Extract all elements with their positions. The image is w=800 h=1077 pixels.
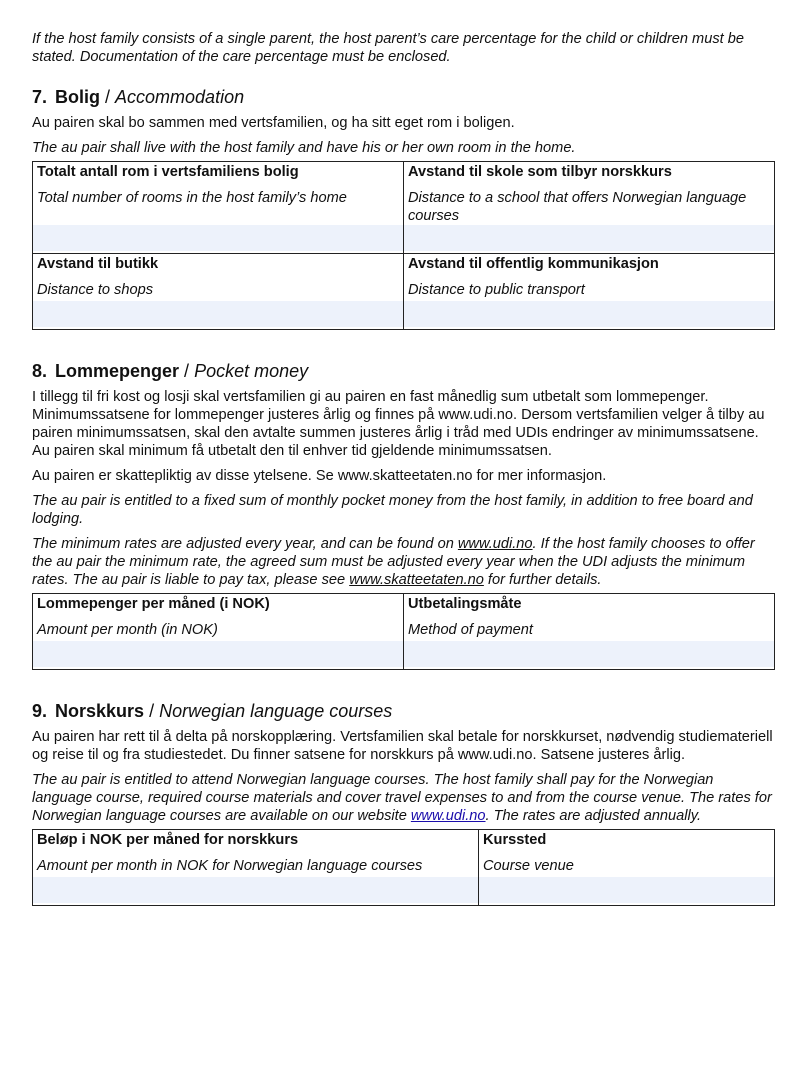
text-part: The minimum rates are adjusted every year, and can be found on <box>32 536 458 552</box>
amount-label: Lommepenger per måned (i NOK) <box>37 596 270 612</box>
course-amount-input[interactable] <box>33 877 478 903</box>
udi-link[interactable]: www.udi.no <box>410 808 486 824</box>
skatteetaten-link[interactable]: www.skatteetaten.no <box>349 572 484 588</box>
school-distance-input[interactable] <box>404 225 774 251</box>
text-part: for further details. <box>483 572 602 588</box>
rooms-input[interactable] <box>33 225 403 251</box>
section-title-no: Lommepenger <box>55 361 180 381</box>
course-venue-input[interactable] <box>479 877 774 903</box>
payment-method-label: Utbetalingsmåte <box>408 596 522 612</box>
shops-distance-cell <box>33 254 404 330</box>
course-venue-label: Kurssted <box>483 832 547 848</box>
amount-cell <box>33 594 404 670</box>
course-amount-label-en: Amount per month in NOK for Norwegian language courses <box>37 858 423 874</box>
text-part: The au pair is entitled to attend Norwegian language courses. The host family shall pay for the Norwegian language course, required course materials and cover travel expenses to and from the course venue. The rates for Norwegian language courses are available on our website <box>32 772 772 824</box>
title-separator: / <box>179 361 195 381</box>
text-part: . If the host family chooses to offer the au pair the minimum rate, the agreed sum must be adjusted every year when the UDI adjusts the minimum rates. The au pair is liable to pay tax, please see <box>32 536 755 588</box>
title-separator: / <box>144 701 160 721</box>
accommodation-text-no: Au pairen skal bo sammen med vertsfamilien, og ha sitt eget rom i boligen. <box>32 115 515 131</box>
accommodation-table <box>32 161 775 330</box>
section-title-en: Norwegian language courses <box>159 701 393 721</box>
section-title-no: Bolig <box>55 87 101 107</box>
rooms-cell <box>33 162 404 254</box>
course-amount-label: Beløp i NOK per måned for norskkurs <box>37 832 299 848</box>
school-distance-label-en: Distance to a school that offers Norwegian language courses <box>408 190 747 224</box>
school-distance-cell <box>404 162 775 254</box>
pocket-money-text-en-1: The au pair is entitled to a fixed sum of monthly pocket money from the host family, in addition to free board and lodging. <box>32 493 753 527</box>
section-title-en: Accommodation <box>115 87 245 107</box>
section-9-heading <box>32 700 774 722</box>
course-text-no: Au pairen har rett til å delta på norskopplæring. Vertsfamilien skal betale for norskkurset, nødvendig studiemateriell og reise til og fra studiestedet. Du finner satsene for norskkurs på www.udi.no. Satsene justeres årlig. <box>32 729 773 763</box>
payment-method-cell <box>404 594 775 670</box>
shops-distance-label: Avstand til butikk <box>37 256 159 272</box>
single-parent-note: If the host family consists of a single parent, the host parent’s care percentage for the child or children must be stated. Documentation of the care percentage must be enclosed. <box>32 31 744 65</box>
pocket-money-text-en-2 <box>32 535 774 589</box>
amount-input[interactable] <box>33 641 403 667</box>
amount-label-en: Amount per month (in NOK) <box>37 622 218 638</box>
rooms-label-en: Total number of rooms in the host family’s home <box>37 190 347 206</box>
transport-distance-label-en: Distance to public transport <box>408 282 585 298</box>
section-7-heading <box>32 86 774 108</box>
pocket-money-table <box>32 593 775 670</box>
school-distance-label: Avstand til skole som tilbyr norskkurs <box>408 164 672 180</box>
title-separator: / <box>100 87 116 107</box>
shops-distance-input[interactable] <box>33 301 403 327</box>
shops-distance-label-en: Distance to shops <box>37 282 154 298</box>
transport-distance-label: Avstand til offentlig kommunikasjon <box>408 256 659 272</box>
course-table <box>32 829 775 906</box>
section-norwegian-courses <box>32 700 774 906</box>
section-8-heading <box>32 360 774 382</box>
section-title-en: Pocket money <box>194 361 309 381</box>
payment-method-label-en: Method of payment <box>408 622 533 638</box>
rooms-label: Totalt antall rom i vertsfamiliens bolig <box>37 164 299 180</box>
payment-method-input[interactable] <box>404 641 774 667</box>
pocket-money-text-no-2: Au pairen er skattepliktig av disse ytelsene. Se www.skatteetaten.no for mer informasjon. <box>32 468 607 484</box>
section-number: 7. <box>32 87 48 107</box>
section-pocket-money <box>32 360 774 670</box>
transport-distance-input[interactable] <box>404 301 774 327</box>
section-title-no: Norskkurs <box>55 701 145 721</box>
section-accommodation <box>32 86 774 330</box>
udi-link[interactable]: www.udi.no <box>457 536 533 552</box>
form-page <box>32 30 774 906</box>
pocket-money-text-no-1: I tillegg til fri kost og losji skal vertsfamilien gi au pairen en fast månedlig sum utbetalt som lommepenger. Minimumssatsene for lommepenger justeres årlig og finnes på www.udi.no. Dersom vertsfamilien velger å tilby au pairen minimumssatsen, skal den avtalte summen justeres årlig i tråd med UDIs endringer av minimumssatsene. Au pairen skal minimum få utbetalt den til enhver tid gjeldende minimumssatsen. <box>32 389 765 459</box>
course-venue-label-en: Course venue <box>483 858 574 874</box>
section-number: 9. <box>32 701 48 721</box>
transport-distance-cell <box>404 254 775 330</box>
course-venue-cell <box>479 830 775 906</box>
course-text-en <box>32 771 774 825</box>
section-number: 8. <box>32 361 48 381</box>
text-part: . The rates are adjusted annually. <box>485 808 702 824</box>
course-amount-cell <box>33 830 479 906</box>
accommodation-text-en: The au pair shall live with the host family and have his or her own room in the home. <box>32 140 576 156</box>
